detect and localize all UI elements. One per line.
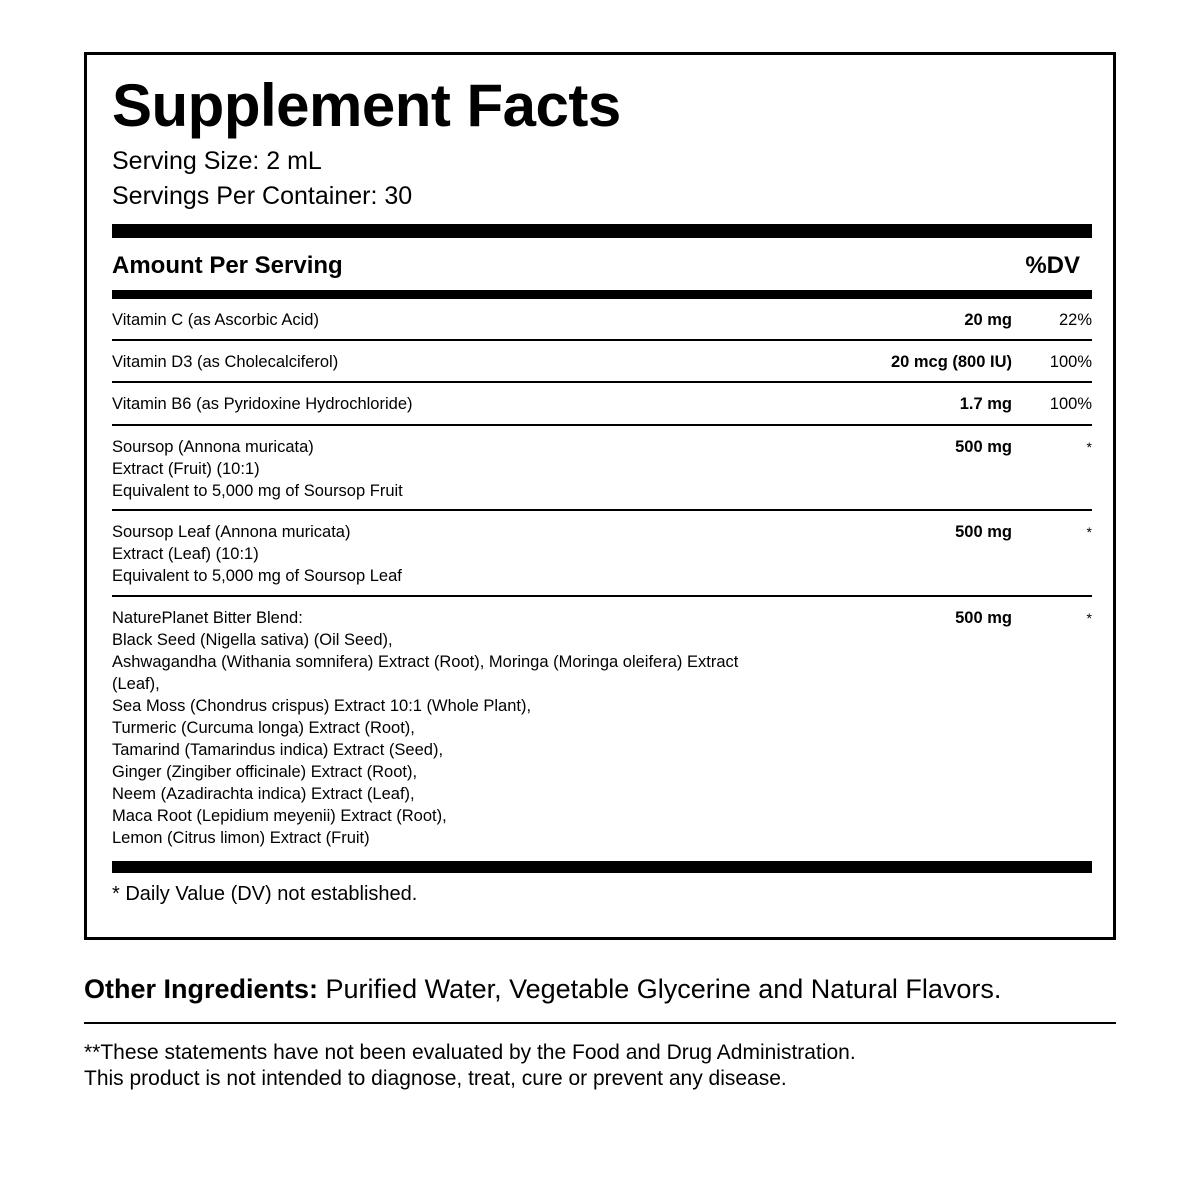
- nutrient-dv: 100%: [1049, 395, 1092, 413]
- nutrient-name: [112, 521, 812, 587]
- nutrient-dv: 22%: [1058, 311, 1092, 329]
- nutrient-name-line: Black Seed (Nigella sativa) (Oil Seed),: [112, 631, 393, 649]
- serving-size: Serving Size: 2 mL: [112, 147, 322, 175]
- nutrient-name-line: Maca Root (Lepidium meyenii) Extract (Root),: [112, 807, 447, 825]
- disclaimer-line: This product is not intended to diagnose, treat, cure or prevent any disease.: [84, 1067, 787, 1090]
- nutrient-name-line: Soursop Leaf (Annona muricata): [112, 523, 351, 541]
- supplement-facts-panel: [84, 52, 1116, 940]
- nutrient-name-line: Sea Moss (Chondrus crispus) Extract 10:1 (Whole Plant),: [112, 697, 532, 715]
- nutrient-amount: 500 mg: [955, 609, 1012, 627]
- nutrient-amount: 20 mg: [964, 311, 1012, 329]
- disclaimer-line: **These statements have not been evaluated by the Food and Drug Administration.: [84, 1041, 856, 1064]
- other-ingredients: [84, 972, 1001, 1006]
- other-ingredients-text: Purified Water, Vegetable Glycerine and Natural Flavors.: [318, 974, 1002, 1004]
- thick-divider-bottom: [112, 861, 1092, 873]
- nutrient-name-line: (Leaf),: [112, 675, 160, 693]
- nutrient-name-line: Tamarind (Tamarindus indica) Extract (Seed),: [112, 741, 444, 759]
- nutrient-amount: 20 mcg (800 IU): [890, 353, 1012, 371]
- nutrient-name-line: Neem (Azadirachta indica) Extract (Leaf),: [112, 785, 415, 803]
- nutrient-dv: 100%: [1049, 353, 1092, 371]
- nutrient-name-line: Turmeric (Curcuma longa) Extract (Root),: [112, 719, 415, 737]
- nutrient-dv: *: [1086, 439, 1092, 455]
- nutrient-name-line: Ginger (Zingiber officinale) Extract (Root),: [112, 763, 418, 781]
- nutrient-name-line: Extract (Fruit) (10:1): [112, 460, 260, 478]
- nutrient-name-line: Soursop (Annona muricata): [112, 438, 314, 456]
- nutrient-name: [112, 309, 812, 331]
- nutrient-amount: 500 mg: [955, 523, 1012, 541]
- fda-disclaimer: [84, 1040, 856, 1092]
- nutrient-name-line: Vitamin C (as Ascorbic Acid): [112, 311, 319, 329]
- nutrient-row: [112, 511, 1092, 597]
- nutrient-name-line: Equivalent to 5,000 mg of Soursop Leaf: [112, 567, 402, 585]
- other-ingredients-label: Other Ingredients:: [84, 974, 319, 1004]
- nutrient-dv: *: [1086, 610, 1092, 626]
- nutrient-name: [112, 607, 812, 849]
- nutrient-rows: [112, 299, 1092, 859]
- servings-per-container: Servings Per Container: 30: [112, 182, 413, 210]
- nutrient-name-line: Vitamin D3 (as Cholecalciferol): [112, 353, 339, 371]
- nutrient-name: [112, 436, 812, 502]
- nutrient-amount: 500 mg: [955, 438, 1012, 456]
- section-divider: [84, 1022, 1116, 1024]
- nutrient-dv: *: [1086, 524, 1092, 540]
- thick-divider: [112, 224, 1092, 238]
- nutrient-name: [112, 393, 812, 415]
- panel-title: Supplement Facts: [112, 72, 621, 139]
- dv-footnote: * Daily Value (DV) not established.: [112, 883, 418, 905]
- daily-value-heading: %DV: [1025, 252, 1080, 279]
- nutrient-row: [112, 341, 1092, 383]
- nutrient-name-line: NaturePlanet Bitter Blend:: [112, 609, 303, 627]
- nutrient-name-line: Vitamin B6 (as Pyridoxine Hydrochloride): [112, 395, 413, 413]
- nutrient-name-line: Ashwagandha (Withania somnifera) Extract (Root), Moringa (Moringa oleifera) Extract: [112, 653, 739, 671]
- nutrient-name-line: Extract (Leaf) (10:1): [112, 545, 259, 563]
- nutrient-row: [112, 299, 1092, 341]
- nutrient-row: [112, 426, 1092, 511]
- amount-per-serving-heading: Amount Per Serving: [112, 252, 343, 279]
- nutrient-name-line: Equivalent to 5,000 mg of Soursop Fruit: [112, 482, 403, 500]
- nutrient-amount: 1.7 mg: [959, 395, 1012, 413]
- nutrient-name-line: Lemon (Citrus limon) Extract (Fruit): [112, 829, 370, 847]
- nutrient-row: [112, 383, 1092, 426]
- medium-divider: [112, 290, 1092, 299]
- nutrient-name: [112, 351, 812, 373]
- nutrient-row: [112, 597, 1092, 859]
